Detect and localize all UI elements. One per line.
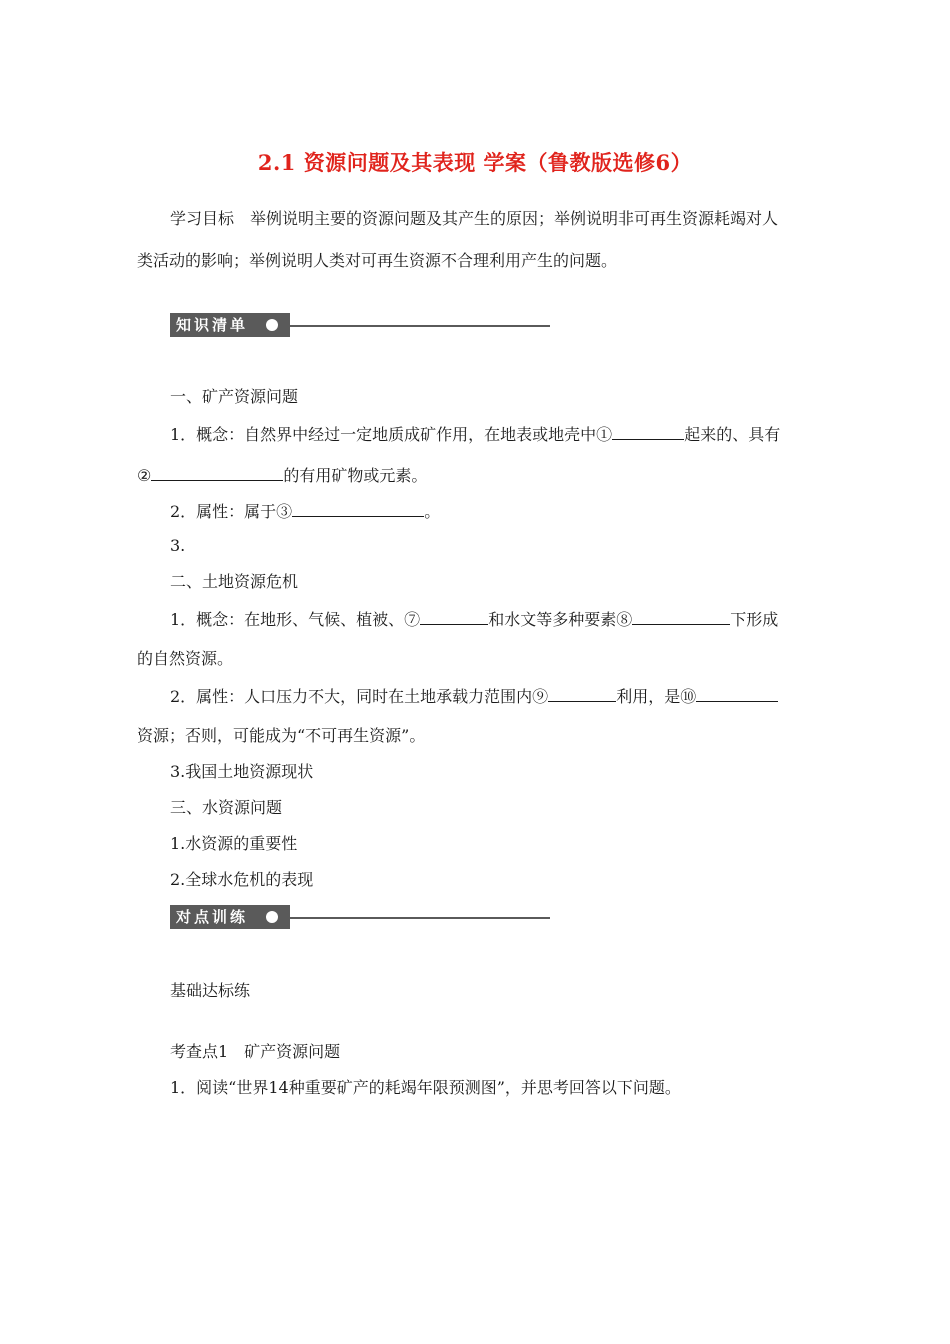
knowledge-list-banner <box>170 313 550 337</box>
banner-rule <box>284 325 550 327</box>
section-3-heading: 三、水资源问题 <box>170 798 283 817</box>
s3-item-2: 2.全球水危机的表现 <box>170 870 314 889</box>
s2-item-2-line-1: 2．属性：人口压力不大，同时在土地承载力范围内⑨ 利用，是⑩ <box>170 686 778 706</box>
banner-rule <box>284 917 550 919</box>
section-2-heading: 二、土地资源危机 <box>170 572 299 591</box>
bullet-dot-icon <box>266 911 278 923</box>
page-title: 2.1 资源问题及其表现 学案（鲁教版选修6） <box>257 150 693 175</box>
blank-9 <box>548 686 616 702</box>
s1-item-3: 3. <box>170 536 186 555</box>
bullet-dot-icon <box>266 319 278 331</box>
s3-item-1: 1.水资源的重要性 <box>170 834 298 853</box>
section-1-heading: 一、矿产资源问题 <box>170 387 299 406</box>
blank-2 <box>151 465 283 481</box>
s2-item-1-line-1: 1．概念：在地形、气候、植被、⑦ 和水文等多种要素⑧ 下形成 <box>170 610 779 629</box>
blank-3 <box>292 501 424 517</box>
blank-7 <box>420 609 488 625</box>
learning-objectives-line-2: 类活动的影响；举例说明人类对可再生资源不合理利用产生的问题。 <box>137 251 618 270</box>
s1-item-1-line-1: 1．概念：自然界中经过一定地质成矿作用，在地表或地壳中① 起来的、具有 <box>170 425 781 444</box>
question-1: 1．阅读“世界14种重要矿产的耗竭年限预测图”，并思考回答以下问题。 <box>170 1078 681 1097</box>
blank-8 <box>632 609 730 625</box>
blank-10 <box>696 686 778 702</box>
practice-level: 基础达标练 <box>170 981 251 1000</box>
practice-point: 考查点1 矿产资源问题 <box>170 1042 341 1061</box>
s2-item-3: 3.我国土地资源现状 <box>170 762 314 781</box>
knowledge-list-text: 知识清单 <box>176 316 249 334</box>
s2-item-2-line-2: 资源；否则，可能成为“不可再生资源”。 <box>137 726 426 745</box>
learning-objectives-line-1: 学习目标 举例说明主要的资源问题及其产生的原因；举例说明非可再生资源耗竭对人 <box>170 209 779 228</box>
s1-item-1-line-2: ② 的有用矿物或元素。 <box>137 466 428 485</box>
s2-item-1-line-2: 的自然资源。 <box>137 649 234 668</box>
practice-text: 对点训练 <box>176 908 249 926</box>
practice-banner <box>170 905 550 929</box>
s1-item-2: 2．属性：属于③ 。 <box>170 502 441 521</box>
blank-1 <box>612 424 684 440</box>
